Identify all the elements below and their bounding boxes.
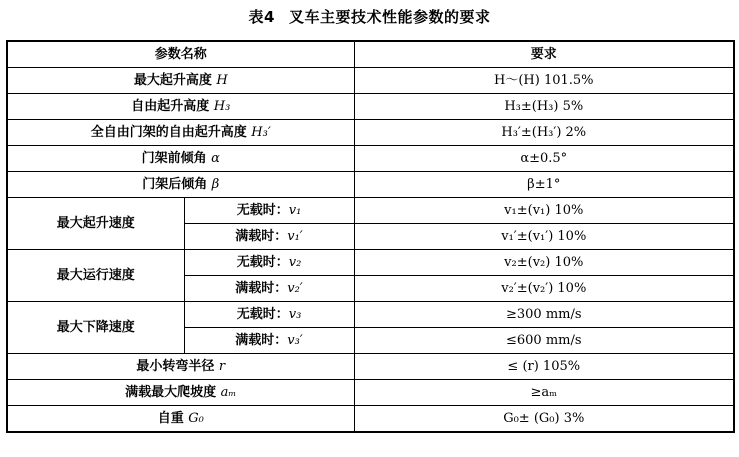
- param-cell: [7, 120, 354, 146]
- param-cell: [7, 172, 354, 198]
- requirement-cell: ≥aₘ: [354, 380, 734, 406]
- table-row: [7, 94, 734, 120]
- param-label: 自由起升高度: [131, 98, 214, 114]
- param-cell: [7, 406, 354, 433]
- sub-param-cell: [184, 198, 354, 224]
- sub-param-label: 无载时：: [236, 306, 289, 322]
- param-label: 全自由门架的自由起升高度: [90, 124, 252, 140]
- sub-param-label: 满载时：: [235, 280, 288, 296]
- requirement-cell: β±1°: [354, 172, 734, 198]
- requirement-cell: H₃′±(H₃′) 2%: [354, 120, 734, 146]
- param-cell: [7, 94, 354, 120]
- sub-param-symbol: v₂: [288, 254, 302, 270]
- header-param-name: 参数名称: [7, 41, 354, 68]
- param-cell: [7, 146, 354, 172]
- sub-param-symbol: v₃: [288, 306, 302, 322]
- table-row: [7, 68, 734, 94]
- param-label: 自重: [157, 410, 189, 426]
- group-label-lowering-speed: 最大下降速度: [7, 302, 184, 354]
- sub-param-cell: [184, 224, 354, 250]
- sub-param-cell: [184, 276, 354, 302]
- param-cell: [7, 380, 354, 406]
- requirement-cell: v₂±(v₂) 10%: [354, 250, 734, 276]
- sub-param-label: 无载时：: [236, 254, 289, 270]
- table-row: [7, 380, 734, 406]
- sub-param-symbol: v₁: [288, 202, 302, 218]
- group-label-travel-speed: 最大运行速度: [7, 250, 184, 302]
- param-symbol: H₃: [213, 98, 231, 114]
- requirement-cell: ≤ (r) 105%: [354, 354, 734, 380]
- param-label: 最大起升高度: [133, 72, 217, 88]
- requirement-cell: H₃±(H₃) 5%: [354, 94, 734, 120]
- sub-param-cell: [184, 328, 354, 354]
- requirement-cell: H～(H) 101.5%: [354, 68, 734, 94]
- table-row: [7, 302, 734, 328]
- param-label: 门架前倾角: [141, 150, 212, 166]
- sub-param-label: 满载时：: [235, 332, 288, 348]
- spec-table: [6, 40, 735, 433]
- table-row: [7, 120, 734, 146]
- param-symbol: α: [211, 150, 220, 166]
- param-symbol: H₃′: [251, 124, 271, 140]
- requirement-cell: α±0.5°: [354, 146, 734, 172]
- param-symbol: r: [218, 358, 226, 374]
- requirement-cell: ≥300 mm/s: [354, 302, 734, 328]
- requirement-cell: v₁±(v₁) 10%: [354, 198, 734, 224]
- param-cell: [7, 68, 354, 94]
- param-cell: [7, 354, 354, 380]
- header-requirement: 要求: [354, 41, 734, 68]
- param-symbol: G₀: [188, 410, 204, 426]
- table-row: [7, 406, 734, 433]
- param-symbol: β: [211, 176, 220, 192]
- param-label: 满载最大爬坡度: [125, 384, 221, 400]
- param-label: 门架后倾角: [142, 176, 212, 192]
- header-row: [7, 41, 734, 68]
- param-symbol: H: [216, 72, 228, 88]
- table-row: [7, 198, 734, 224]
- table-row: [7, 250, 734, 276]
- table-row: [7, 146, 734, 172]
- group-label-lift-speed: 最大起升速度: [7, 198, 184, 250]
- table-caption: [0, 6, 739, 27]
- sub-param-cell: [184, 250, 354, 276]
- sub-param-symbol: v₃′: [287, 332, 303, 348]
- sub-param-label: 无载时：: [236, 202, 289, 218]
- table-number: 表4: [248, 8, 275, 26]
- table-row: [7, 172, 734, 198]
- param-symbol: aₘ: [220, 384, 237, 400]
- sub-param-symbol: v₂′: [287, 280, 303, 296]
- requirement-cell: ≤600 mm/s: [354, 328, 734, 354]
- requirement-cell: v₁′±(v₁′) 10%: [354, 224, 734, 250]
- requirement-cell: v₂′±(v₂′) 10%: [354, 276, 734, 302]
- sub-param-symbol: v₁′: [287, 228, 303, 244]
- sub-param-label: 满载时：: [235, 228, 288, 244]
- requirement-cell: G₀± (G₀) 3%: [354, 406, 734, 433]
- table-row: [7, 354, 734, 380]
- param-label: 最小转弯半径: [136, 358, 219, 374]
- sub-param-cell: [184, 302, 354, 328]
- table-title: 叉车主要技术性能参数的要求: [288, 8, 491, 26]
